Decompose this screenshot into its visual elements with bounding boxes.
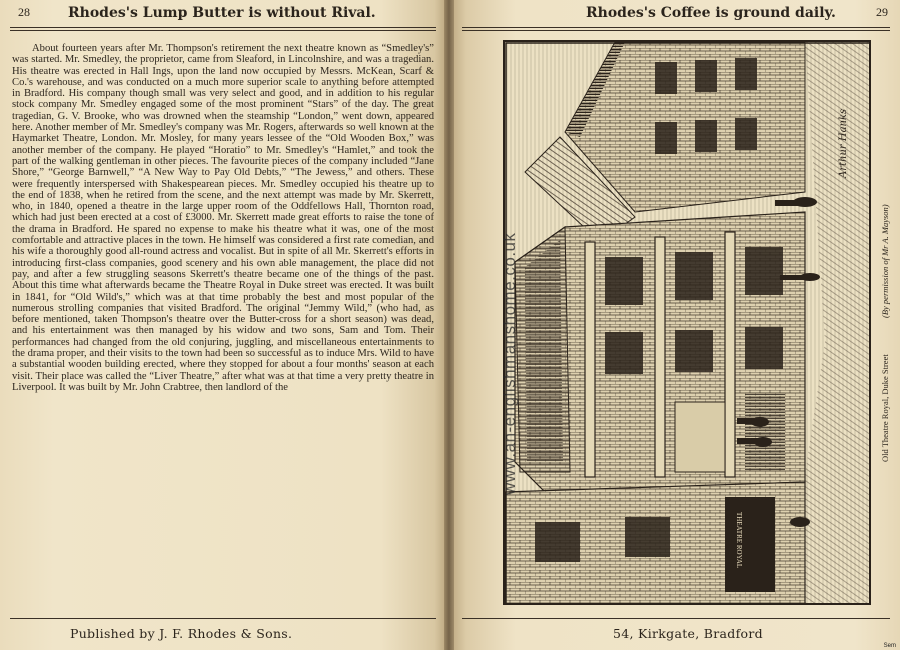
header-rule-left <box>10 27 436 28</box>
book-gutter <box>444 0 454 650</box>
illustration-caption: Old Theatre Royal, Duke Street <box>880 354 890 462</box>
corner-mark: Sem <box>883 643 896 649</box>
footer-right: 54, Kirkgate, Bradford <box>613 626 763 641</box>
page-number-right: 29 <box>876 5 888 19</box>
engraving-illustration <box>503 40 871 605</box>
footer-rule-left <box>10 618 436 619</box>
website-watermark: www.an-englishmanshome.co.uk <box>500 232 519 495</box>
header-rule-left-2 <box>10 30 436 31</box>
footer-left: Published by J. F. Rhodes & Sons. <box>70 626 293 641</box>
illustration-credit: (By permission of Mr A. Mayson) <box>880 204 890 318</box>
svg-text:THEATRE ROYAL: THEATRE ROYAL <box>735 512 743 569</box>
running-head-left: Rhodes's Lump Butter is without Rival. <box>68 5 376 21</box>
body-text: About fourteen years after Mr. Thompson's retirement the next theatre known as “Smedley's” was started. Mr. Smedley, the proprietor, came from Sleaford, in Lincolnshire, and was a tragedian. His theatre was erected in Hall Ings, upon the land now occupied by Messrs. McKean, Scarf & Co.'s warehouse, and was conducted on a much more superior scale to anything before attempted in Bradford. His company though small was very select and good, and in addition to his regular stock company Mr. Smedley engaged some of the most prominent “Stars” of the day. The great tragedian, G. V. Brooke, who was drowned when the steamship “London,” went down, appeared here. Another member of Mr. Smedley's company was Mr. Rogers, afterwards so well known at the Haymarket Theatre, London. Mr. Mosley, for many years lessee of the “Old Wooden Box,” was another member of the company. He played “Horatio” to Mr. Smedley's “Hamlet,” and took the part of the walking gentleman in other pieces. The favourite pieces of the company included “Jane Shore,” “George Barnwell,” “A New Way to Pay Old Debts,” “The Jewess,” and others. These were frequently interspersed with Shakespearean pieces. Mr. Smedley occupied his theatre up to the end of 1838, when he retired from the scene, and the next attempt was made by Mr. Skerrett, who, in 1840, opened a theatre in the large upper room of the Oddfellows Hall, Thornton road, which had just been erected at a cost of £3000. Mr. Skerrett made great efforts to raise the tone of the drama in Bradford. He spared no expense to make his theatre what it was, one of the most comfortable and attractive places in the town. He himself was considered a first rate comedian, and his wife a thoroughly good all-round actress and vocalist. But in spite of all Mr. Skerrett's efforts in introducing first-class companies, good scenery and his own able management, the place did not pay, and after a few struggling seasons Skerrett's theatre became one of the things of the past. About this time what afterwards became the Theatre Royal in Duke street was erected. It was built in 1841, for “Old Wild's,” which was at that time probably the best and most popular of the numerous strolling companies that visited Bradford. The original “Jemmy Wild,” (who had, as before mentioned, taken Thompson's theatre over the Butter-cross for a short season) was dead, and his entertainment was then managed by his widow and two sons, Sam and Tom. Their performances had changed from the old conjuring, juggling, and miscellaneous entertainments to the drama proper, and their visits to the town had been so successful as to induce Mrs. Wild to have a substantial wooden building erected, where they stopped for about a four months' season at each visit. Their place was called the “Liver Theatre,” after what was at that time a very pretty theatre in Liverpool. It was built by Mr. John Crabtree, then landlord of the <box>12 43 434 393</box>
running-head-right: Rhodes's Coffee is ground daily. <box>586 5 836 21</box>
header-rule-right <box>462 27 890 28</box>
artist-signature: Arthur Hanks <box>838 108 849 178</box>
left-page <box>0 0 448 650</box>
page-number-left: 28 <box>18 5 30 19</box>
header-rule-right-2 <box>462 30 890 31</box>
theatre-engraving-svg <box>505 42 871 605</box>
footer-rule-right <box>462 618 890 619</box>
